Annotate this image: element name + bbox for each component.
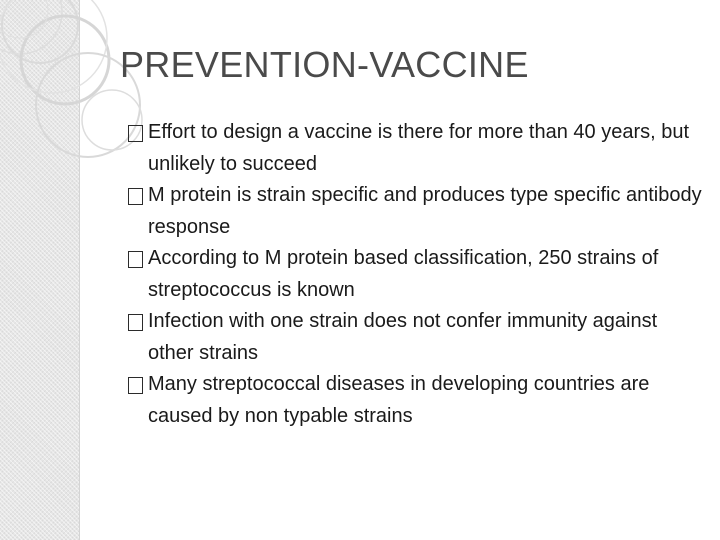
bullet-item	[128, 369, 703, 432]
side-pattern-strip	[0, 0, 79, 540]
bullet-text: Infection with one strain does not confer immunity against other strains	[148, 310, 658, 364]
bullet-text: M protein is strain specific and produces type specific antibody response	[148, 184, 702, 238]
missing-glyph-box-icon	[128, 188, 143, 205]
side-strip-divider	[79, 0, 80, 540]
missing-glyph-box-icon	[128, 251, 143, 268]
bullet-list	[128, 117, 703, 432]
bullet-text: Many streptococcal diseases in developing countries are caused by non typable strains	[148, 373, 650, 427]
missing-glyph-box-icon	[128, 377, 143, 394]
bullet-item	[128, 117, 703, 180]
bullet-text: Effort to design a vaccine is there for more than 40 years, but unlikely to succeed	[148, 121, 690, 175]
bullet-item	[128, 306, 703, 369]
bullet-item	[128, 243, 703, 306]
bullet-text: According to M protein based classification, 250 strains of streptococcus is known	[148, 247, 659, 301]
missing-glyph-box-icon	[128, 125, 143, 142]
slide-title: PREVENTION-VACCINE	[120, 44, 529, 85]
missing-glyph-box-icon	[128, 314, 143, 331]
bullet-item	[128, 180, 703, 243]
